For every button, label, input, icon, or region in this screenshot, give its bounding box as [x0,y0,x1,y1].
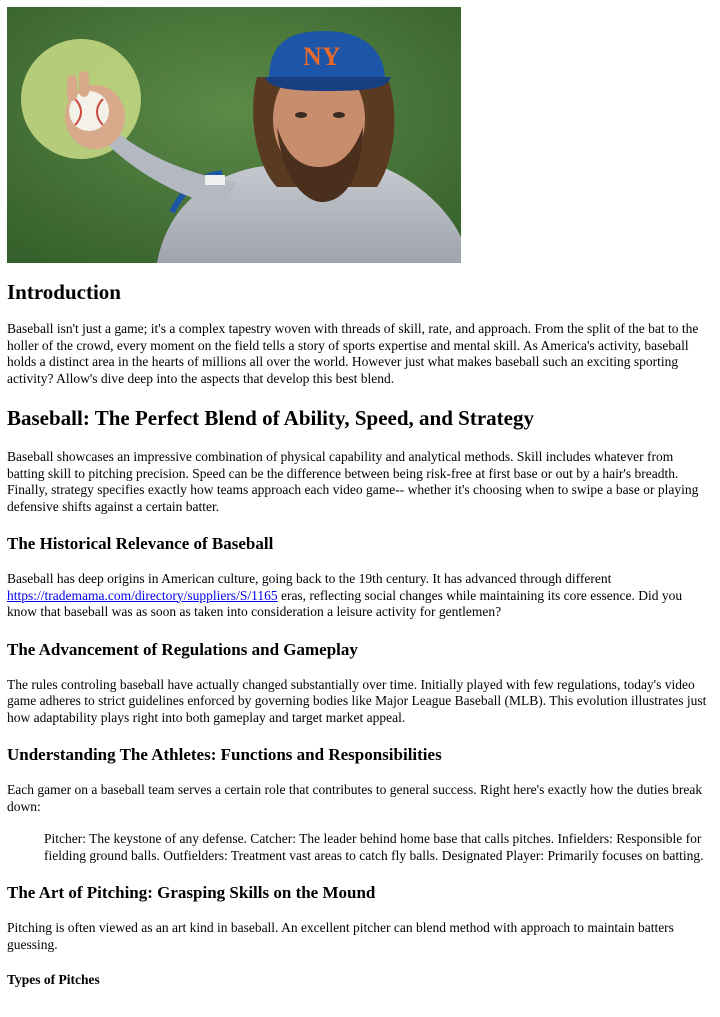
pitching-heading: The Art of Pitching: Grasping Skills on the Mound [7,883,376,902]
intro-paragraph: Baseball isn't just a game; it's a complex tapestry woven with threads of skill, rate, and approach. From the split of the bat to the holler of the crowd, every moment on the field tells a story of sports expertise and mental skill. As America's activity, baseball holds a distinct area in the hearts of millions all over the world. However just what makes baseball such an exciting sporting activity? Allow's dive deep into the aspects that develop this best blend. [7,321,699,386]
supplier-link[interactable]: https://trademama.com/directory/suppliers/S/1165 [7,587,278,603]
history-paragraph [7,571,712,621]
hero-image [7,7,461,263]
roles-quote: Pitcher: The keystone of any defense. Catcher: The leader behind home base that calls pitches. Infielders: Responsible for fielding ground balls. Outfielders: Treatment vast areas to catch fly balls. Designated Player: Primarily focuses on batting. [44,831,704,863]
blend-heading: Baseball: The Perfect Blend of Ability, Speed, and Strategy [7,406,534,430]
history-text-before: Baseball has deep origins in American culture, going back to the 19th century. It has advanced through different [7,571,612,586]
history-text-after: eras, reflecting social changes while maintaining its core essence. Did you know that baseball was as soon as taken into consideration a leisure activity for gentlemen? [7,587,683,619]
baseball-pitcher-photo-icon [7,7,461,263]
intro-heading: Introduction [7,280,121,304]
pitch-types-heading: Types of Pitches [7,972,100,987]
athletes-paragraph: Each gamer on a baseball team serves a certain role that contributes to general success. Right here's exactly how the duties break down: [7,782,703,814]
rules-paragraph: The rules controling baseball have actually changed substantially over time. Initially played with few regulations, today's video game adheres to strict guidelines enforced by governing bodies like Major League Baseball (MLB). This evolution illustrates just how adaptability plays right into both gameplay and target market appeal. [7,676,707,725]
athletes-heading: Understanding The Athletes: Functions and Responsibilities [7,745,442,764]
history-heading: The Historical Relevance of Baseball [7,534,274,553]
rules-heading: The Advancement of Regulations and Gameplay [7,639,358,659]
svg-text:NY: NY [303,42,341,71]
pitching-paragraph: Pitching is often viewed as an art kind in baseball. An excellent pitcher can blend method with approach to maintain batters guessing. [7,920,674,952]
blend-paragraph: Baseball showcases an impressive combination of physical capability and analytical methods. Skill includes whatever from batting skill to pitching precision. Speed can be the difference between being risk-free at first base or out by a hair's breadth. Finally, strategy specifies exactly how teams approach each video game-- whether it's choosing when to swipe a base or playing defensive shifts against a certain batter. [7,449,699,514]
article-content [7,279,712,989]
